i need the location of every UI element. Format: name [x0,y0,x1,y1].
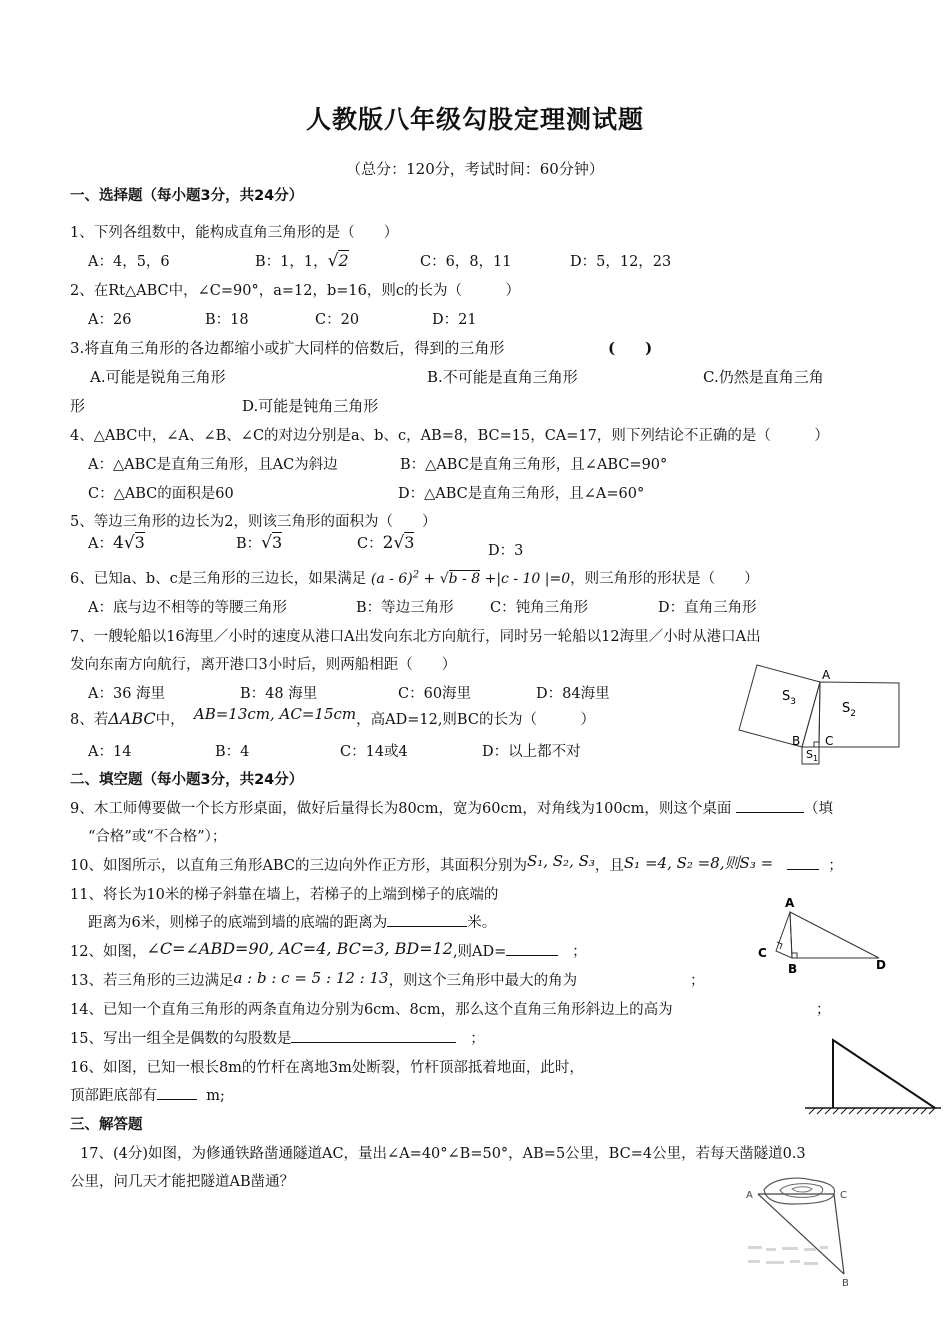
q3-option-c-wrap: 形 [70,397,86,415]
q8-option-b: B：4 [215,744,250,760]
label-s3-letter: S [782,689,791,704]
q6-expr-abs: +|c - 10 |=0 [484,571,571,587]
q10-pre: 10、如图所示，以直角三角形ABC的三边向外作正方形，其面积分别为 [70,858,527,874]
q5-option-a [88,532,145,553]
q1-stem: 1、下列各组数中，能构成直角三角形的是（ ） [70,225,399,241]
label-s3 [782,689,796,707]
q2-option-a: A：26 [88,312,132,328]
q7-option-c: C：60海里 [398,686,472,702]
q1-option-d: D：5，12，23 [570,254,672,270]
label-c: C [758,946,767,960]
q12-answer-blank[interactable] [506,941,558,956]
q12-pre: 12、如图， [70,944,147,960]
label-s1-subscript: 1 [812,754,819,763]
q10-answer-blank[interactable] [787,855,819,870]
q12-post: ,则AD= [452,944,507,960]
q6-stem [70,567,759,588]
q16-unit: m; [206,1088,225,1104]
q1-option-b-text: B：1，1， [255,254,328,270]
square-s3 [739,665,820,747]
exam-info: （总分：120分，考试时间：60分钟） [346,160,604,178]
q3-option-a: A.可能是锐角三角形 [90,368,226,386]
q7-line1: 7、一艘轮船以16海里／小时的速度从港口A出发向东北方向航行，同时另一轮船以12海里／小时从港口A出 [70,629,761,645]
q10-mid: ，且 [594,858,624,874]
q5-option-b-label: B： [236,536,262,552]
section-choice: 一、选择题（每小题3分，共24分） [70,188,304,204]
q10-condition: S₁ =4, S₂ =8,则S₃ = [623,854,774,872]
q5-stem: 5、等边三角形的边长为2，则该三角形的面积为（ ） [70,514,437,530]
triangle-abd [790,912,879,958]
section-fill-blank: 二、填空题（每小题3分，共24分） [70,772,304,788]
sqrt-symbol: √ [393,533,405,553]
q5-option-a-coef: 4 [112,533,124,553]
sqrt-symbol: √ [123,533,135,553]
q16-line1: 16、如图，已知一根长8m的竹杆在离地3m处断裂，竹杆顶部抵着地面，此时， [70,1060,584,1076]
q13-ratio: a : b : c = 5 : 12 : 13 [233,969,389,987]
figure-triangle-squares [752,662,922,772]
ground-hatching [809,1108,935,1114]
mountain-outline-outer [764,1178,835,1204]
broken-pole [833,1040,935,1108]
q13-post: ，则这个三角形中最大的角为 [388,973,578,989]
label-b: B [792,734,801,748]
q8-stem [70,705,595,729]
triangle-acb [776,912,792,958]
q3-stem: 3.将直角三角形的各边都缩小或扩大同样的倍数后，得到的三角形 [70,339,505,357]
q5-option-d: D：3 [488,543,524,559]
q6-option-b: B：等边三角形 [356,600,454,616]
q8-post: ，高AD=12,则BC的长为（ ） [356,712,595,728]
q12-line [70,940,587,961]
label-c: C [840,1190,847,1201]
q5-option-a-label: A： [88,536,113,552]
label-s2-subscript: 2 [850,709,856,719]
q3-option-b: B.不可能是直角三角形 [427,368,578,386]
q5-option-c-label: C： [357,536,383,552]
q4-stem: 4、△ABC中，∠A、∠B、∠C的对边分别是a、b、c，AB=8，BC=15，CA=17，则下列结论不正确的是（ ） [70,428,829,444]
mountain-outline-inner [780,1184,823,1198]
q5-option-c [357,532,414,553]
q5-option-c-radicand: 3 [404,533,415,552]
q9-text: 9、木工师傅要做一个长方形桌面，做好后量得长为80cm，宽为60cm，对角线为100cm，则这个桌面 [70,801,732,817]
q7-option-b: B：48 海里 [240,686,318,702]
q14-end: ； [816,1002,831,1018]
q1-option-c: C：6，8，11 [420,254,512,270]
q15-answer-blank[interactable] [291,1028,456,1043]
label-c: C [825,734,834,748]
page-title: 人教版八年级勾股定理测试题 [305,105,644,134]
q6-option-a: A：底与边不相等的等腰三角形 [88,600,287,616]
figure-tunnel [742,1168,872,1288]
q6-expr-exponent: 2 [412,569,420,581]
q16-text: 顶部距底部有 [70,1088,157,1104]
q8-option-d: D：以上都不对 [482,744,581,760]
segment-cb [834,1194,844,1274]
q17-line2: 公里，问几天才能把隧道AB凿通？ [70,1174,295,1190]
q11-line1: 11、将长为10米的梯子斜靠在墙上，若梯子的上端到梯子的底端的 [70,887,499,903]
q11-text: 距离为6米，则梯子的底端到墙的底端的距离为 [88,915,388,931]
q1-option-a: A：4，5，6 [88,254,170,270]
q6-expr-square-base: (a - 6) [370,571,413,587]
q9-tail: （填 [804,801,834,817]
right-angle-mark [814,742,819,747]
q17-line1: 17、(4分)如图，为修通铁路凿通隧道AC，量出∠A=40°∠B=50°，AB=5公里，BC=4公里，若每天凿隧道0.3 [80,1146,806,1162]
q1-option-b-radicand: 2 [338,251,349,270]
figure-broken-pole [803,1036,943,1121]
q9-answer-blank[interactable] [736,798,804,813]
q13-pre: 13、若三角形的三边满足 [70,973,234,989]
label-s1-letter: S [806,748,813,761]
q2-stem: 2、在Rt△ABC中，∠C=90°，a=12，b=16，则c的长为（ ） [70,283,520,299]
q14-line: 14、已知一个直角三角形的两条直角边分别为6cm、8cm，那么这个直角三角形斜边上的高为 [70,1002,673,1018]
label-b: B [788,962,798,976]
q2-option-b: B：18 [205,312,249,328]
q7-option-a: A：36 海里 [88,686,166,702]
q10-line [70,854,843,875]
figure-triangle-abcd [756,895,886,980]
scan-noise [748,1246,828,1265]
q16-answer-blank[interactable] [157,1085,197,1100]
q5-option-a-radicand: 3 [134,533,145,552]
q10-end: ； [828,858,843,874]
q13-end: ； [690,973,705,989]
q6-option-d: D：直角三角形 [658,600,757,616]
q4-option-a: A：△ABC是直角三角形，且AC为斜边 [88,457,338,473]
q4-option-c: C：△ABC的面积是60 [88,486,234,502]
q13-line [70,969,577,990]
q8-option-a: A：14 [88,744,132,760]
q12-condition: ∠C=∠ABD=90, AC=4, BC=3, BD=12 [146,939,453,958]
mountain-outline-peak [792,1187,812,1192]
sqrt-symbol: √ [261,533,272,553]
q11-answer-blank[interactable] [387,912,467,927]
q7-option-d: D：84海里 [536,686,610,702]
q4-option-b: B：△ABC是直角三角形，且∠ABC=90° [400,457,668,473]
q4-option-d: D：△ABC是直角三角形，且∠A=60° [398,486,645,502]
q5-option-b-radicand: 3 [272,533,283,552]
q3-answer-paren: ( ) [608,339,653,357]
q1-option-b [255,250,349,271]
label-d: D [876,958,886,972]
q15-line [70,1027,485,1048]
q11-line2 [88,911,496,932]
q7-line2: 发向东南方向航行，离开港口3小时后，则两船相距（ ） [70,657,457,673]
q3-option-c: C.仍然是直角三角 [703,368,824,386]
q15-end: ； [470,1031,485,1047]
label-s1 [806,748,818,763]
q9-line1 [70,797,833,818]
q8-triangle: ΔABC [108,709,156,728]
q16-line2 [70,1084,225,1105]
right-angle-b [792,953,797,958]
q6-expr-radicand: b - 8 [448,571,481,587]
q6-stem-tail: ，则三角形的形状是（ ） [570,571,759,587]
q6-stem-text: 6、已知a、b、c是三角形的三边长，如果满足 [70,571,367,587]
q10-sets: S₁, S₂, S₃ [526,852,595,870]
q3-option-d: D.可能是钝角三角形 [242,397,379,415]
label-s3-subscript: 3 [790,697,796,707]
q8-pre: 8、若 [70,712,109,728]
q6-condition [371,571,570,587]
q15-text: 15、写出一组全是偶数的勾股数是 [70,1031,292,1047]
q12-end: ； [572,944,587,960]
q8-option-c: C：14或4 [340,744,408,760]
q2-option-d: D：21 [432,312,477,328]
sqrt-symbol: √ [327,251,339,271]
section-answer: 三、解答题 [70,1117,143,1133]
q9-line2: “合格”或“不合格”）； [88,829,227,845]
q8-mid: 中， [155,712,185,728]
label-a: A [746,1190,753,1201]
label-s2 [842,701,856,719]
q6-option-c: C：钝角三角形 [490,600,589,616]
q11-unit: 米。 [467,915,497,931]
label-a: A [822,668,831,682]
label-s2-letter: S [842,701,851,716]
q5-option-c-coef: 2 [382,533,394,553]
q6-expr-plus: + [423,571,436,587]
q8-sides: AB=13cm, AC=15cm [193,705,357,723]
q2-option-c: C：20 [315,312,360,328]
label-b: B [842,1278,849,1289]
q5-option-b [236,532,282,553]
label-a: A [785,896,795,910]
sqrt-symbol: √ [439,571,449,587]
